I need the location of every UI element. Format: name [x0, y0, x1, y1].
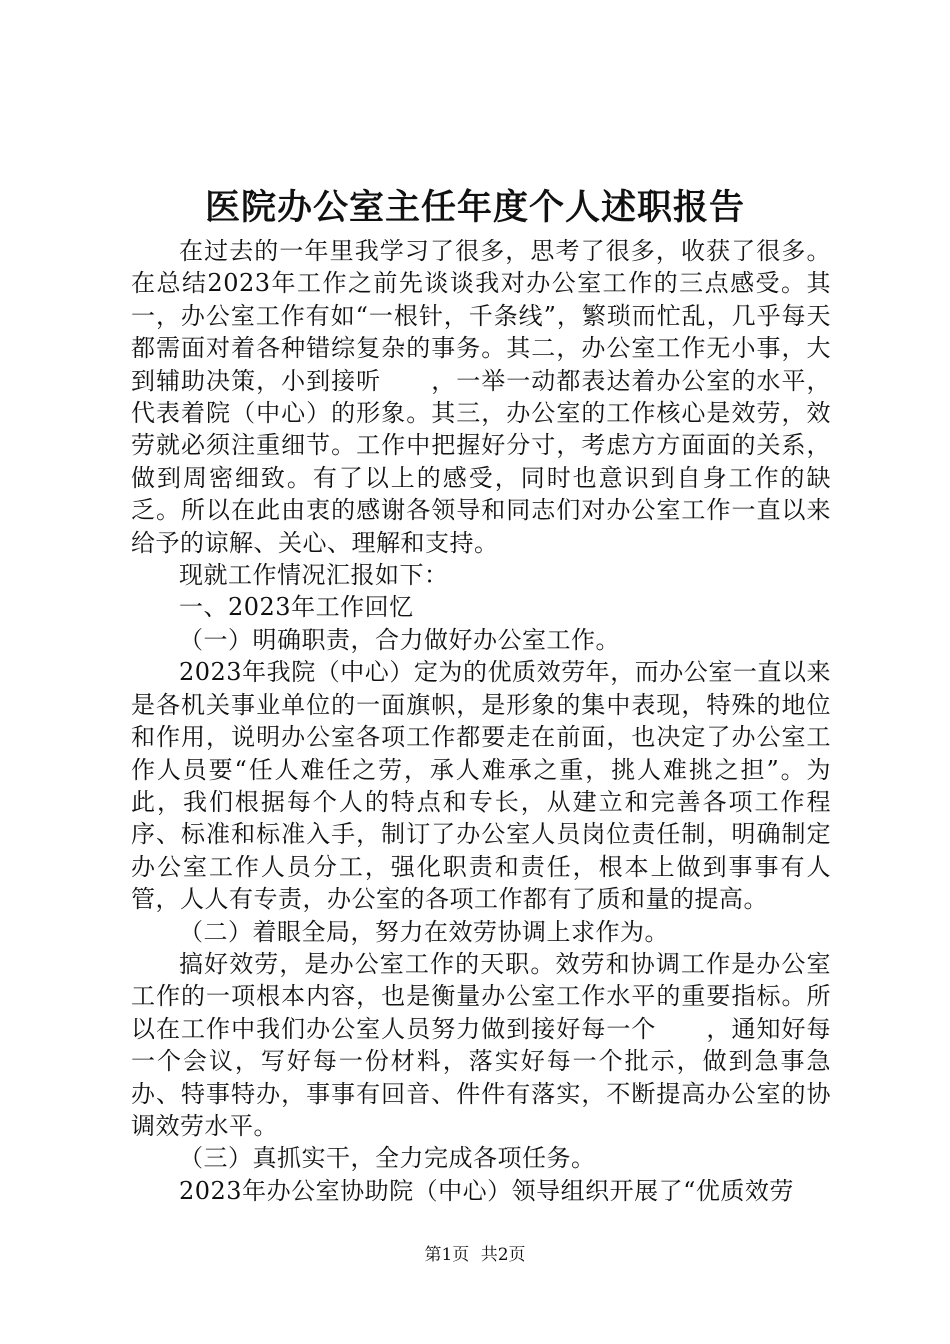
paragraph-duties: 2023年我院（中心）定为的优质效劳年，而办公室一直以来是各机关事业单位的一面旗帜，是形象的集中表现，特殊的地位和作用，说明办公室各项工作都要走在前面，也决定了办公室工作人员要“任人难任之劳，承人难承之重，挑人难挑之担”。为此，我们根据每个人的特点和专长，从建立和完善各项工作程序、标准和标准入手，制订了办公室人员岗位责任制，明确制定办公室工作人员分工，强化职责和责任，根本上做到事事有人管，人人有专责，办公室的各项工作都有了质和量的提高。: [131, 658, 831, 914]
page-count: 共2页: [480, 1245, 526, 1265]
paragraph-intro: 在过去的一年里我学习了很多，思考了很多，收获了很多。在总结2023年工作之前先谈谈我对办公室工作的三点感受。其一，办公室工作有如“一根针，千条线”，繁琐而忙乱，几乎每天都需面对着各种错综复杂的事务。其二，办公室工作无小事，大到辅助决策，小到接听 ，一举一动都表达着办公室的水平，代表着院（中心）的形象。其三，办公室的工作核心是效劳，效劳就必须注重细节。工作中把握好分寸，考虑方方面面的关系，做到周密细致。有了以上的感受，同时也意识到自身工作的缺乏。所以在此由衷的感谢各领导和同志们对办公室工作一直以来给予的谅解、关心、理解和支持。: [131, 237, 831, 557]
subsection-heading-1: （一）明确职责，合力做好办公室工作。: [179, 625, 620, 654]
page-number: 第1页: [424, 1245, 470, 1265]
paragraph-report-lead: 现就工作情况汇报如下：: [179, 561, 449, 590]
page-footer: [0, 1243, 950, 1267]
subsection-heading-2: （二）着眼全局，努力在效劳协调上求作为。: [179, 917, 669, 946]
subsection-heading-3: （三）真抓实干，全力完成各项任务。: [179, 1144, 596, 1173]
section-heading-review: 一、2023年工作回忆: [179, 593, 414, 622]
paragraph-tasks: 2023年办公室协助院（中心）领导组织开展了“优质效劳: [179, 1176, 794, 1205]
document-title: 医院办公室主任年度个人述职报告: [204, 188, 745, 228]
paragraph-service: 搞好效劳，是办公室工作的天职。效劳和协调工作是办公室工作的一项根本内容，也是衡量办公室工作水平的重要指标。所以在工作中我们办公室人员努力做到接好每一个 ，通知好每一个会议，写好每一份材料，落实好每一个批示，做到急事急办、特事特办，事事有回音、件件有落实，不断提高办公室的协调效劳水平。: [131, 949, 831, 1140]
document-body: [131, 235, 831, 1207]
